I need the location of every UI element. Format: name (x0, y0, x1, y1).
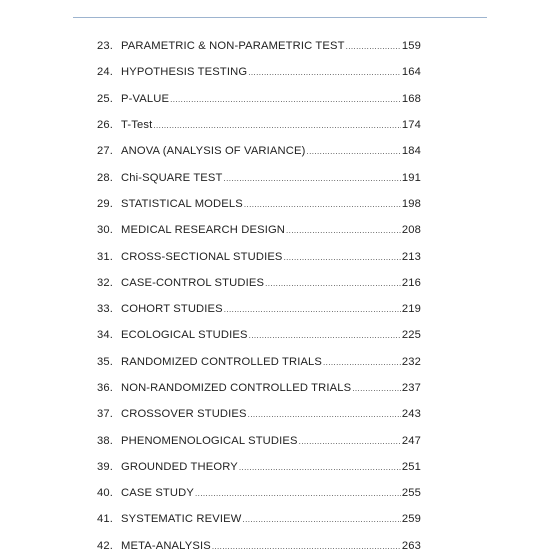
toc-entry-number: 37. (97, 408, 114, 421)
toc-entry (0, 349, 560, 375)
toc-entry-title: GROUNDED THEORY (121, 460, 238, 473)
toc-entry-number: 32. (97, 276, 114, 289)
toc-entry-body (121, 487, 421, 499)
toc-entry-title: ANOVA (ANALYSIS OF VARIANCE) (121, 145, 306, 158)
toc-entry-body (121, 277, 421, 289)
toc-entry-page: 216 (401, 276, 421, 289)
toc-entry-page: 191 (401, 171, 421, 184)
toc-entry (0, 533, 560, 559)
toc-entry-title: HYPOTHESIS TESTING (121, 66, 248, 79)
toc-dot-leader (286, 226, 401, 235)
toc-entry (0, 217, 560, 243)
toc-entry (0, 270, 560, 296)
toc-dot-leader (212, 542, 401, 551)
toc-dot-leader (153, 121, 401, 130)
toc-dot-leader (249, 331, 401, 340)
toc-entry-body (121, 382, 421, 394)
toc-entry-title: META-ANALYSIS (121, 539, 211, 552)
toc-entry-title: CASE STUDY (121, 487, 194, 500)
toc-entry-number: 25. (97, 92, 114, 105)
toc-entry-title: PHENOMENOLOGICAL STUDIES (121, 434, 298, 447)
toc-dot-leader (352, 384, 401, 393)
toc-entry (0, 33, 560, 59)
toc-entry-title: ECOLOGICAL STUDIES (121, 329, 248, 342)
toc-entry (0, 480, 560, 506)
toc-entry-body (121, 251, 421, 263)
toc-entry-number: 29. (97, 197, 114, 210)
toc-entry (0, 322, 560, 348)
toc-entry-page: 225 (401, 329, 421, 342)
toc-entry (0, 427, 560, 453)
toc-entry-body (121, 172, 421, 184)
toc-entry-page: 213 (401, 250, 421, 263)
toc-entry-page: 247 (401, 434, 421, 447)
toc-entry (0, 138, 560, 164)
toc-dot-leader (224, 174, 401, 183)
toc-entry (0, 59, 560, 85)
toc-entry-body (121, 93, 421, 105)
toc-entry (0, 191, 560, 217)
toc-dot-leader (346, 42, 401, 51)
toc-entry-body (121, 303, 421, 315)
toc-entry-number: 40. (97, 487, 114, 500)
toc-dot-leader (195, 489, 401, 498)
toc-entry-title: MEDICAL RESEARCH DESIGN (121, 224, 286, 237)
toc-entry-body (121, 461, 421, 473)
toc-entry-title: CROSSOVER STUDIES (121, 408, 247, 421)
toc-entry-number: 34. (97, 329, 114, 342)
toc-dot-leader (244, 200, 401, 209)
toc-entry-body (121, 66, 421, 78)
toc-entry-title: COHORT STUDIES (121, 303, 223, 316)
toc-entry-title: NON-RANDOMIZED CONTROLLED TRIALS (121, 382, 352, 394)
toc-entry-page: 263 (401, 539, 421, 552)
toc-entry-page: 237 (401, 382, 421, 394)
toc-dot-leader (306, 147, 400, 156)
toc-dot-leader (170, 95, 401, 104)
toc-entry-number: 24. (97, 66, 114, 79)
toc-entry-page: 243 (401, 408, 421, 421)
toc-entry (0, 506, 560, 532)
toc-entry-number: 30. (97, 224, 114, 237)
toc-dot-leader (239, 463, 401, 472)
toc-entry-body (121, 40, 421, 52)
toc-entry-page: 232 (401, 355, 421, 368)
toc-entry-number: 23. (97, 40, 114, 53)
toc-dot-leader (248, 68, 401, 77)
toc-entry-number: 35. (97, 355, 114, 368)
toc-entry-page: 255 (401, 487, 421, 500)
toc-dot-leader (299, 437, 401, 446)
toc-dot-leader (284, 253, 401, 262)
toc-dot-leader (265, 279, 401, 288)
toc-entry-title: STATISTICAL MODELS (121, 197, 243, 210)
toc-entry-title: CASE-CONTROL STUDIES (121, 276, 265, 289)
toc-entry (0, 401, 560, 427)
toc-entry-body (121, 119, 421, 131)
toc-entry-body (121, 435, 421, 447)
toc-entry-number: 41. (97, 513, 114, 526)
toc-entry (0, 243, 560, 269)
table-of-contents (0, 33, 560, 559)
toc-entry-title: PARAMETRIC & NON-PARAMETRIC TEST (121, 40, 345, 53)
toc-entry-body (121, 540, 421, 552)
toc-entry-title: Chi-SQUARE TEST (121, 171, 223, 184)
toc-dot-leader (248, 410, 401, 419)
toc-entry (0, 296, 560, 322)
toc-entry-number: 28. (97, 171, 114, 184)
toc-entry (0, 454, 560, 480)
toc-entry-body (121, 408, 421, 420)
toc-entry-page: 259 (401, 513, 421, 526)
toc-entry-number: 27. (97, 145, 114, 158)
toc-entry-title: CROSS-SECTIONAL STUDIES (121, 250, 283, 263)
toc-entry-body (121, 513, 421, 525)
toc-dot-leader (323, 358, 401, 367)
toc-entry-page: 219 (401, 303, 421, 316)
toc-entry-title: P-VALUE (121, 92, 170, 105)
toc-entry-number: 31. (97, 250, 114, 263)
toc-entry (0, 375, 560, 401)
toc-entry (0, 86, 560, 112)
toc-entry-number: 36. (97, 382, 114, 394)
toc-entry (0, 164, 560, 190)
toc-dot-leader (242, 515, 400, 524)
toc-entry-page: 251 (401, 460, 421, 473)
toc-entry-page: 198 (401, 197, 421, 210)
toc-entry-body (121, 329, 421, 341)
toc-entry-page: 174 (401, 119, 421, 132)
toc-entry-page: 208 (401, 224, 421, 237)
toc-entry-number: 39. (97, 460, 114, 473)
toc-entry-body (121, 224, 421, 236)
toc-entry-title: SYSTEMATIC REVIEW (121, 513, 242, 526)
toc-entry-body (121, 198, 421, 210)
toc-entry-number: 38. (97, 434, 114, 447)
toc-entry (0, 112, 560, 138)
toc-entry-title: T-Test (121, 119, 153, 132)
toc-entry-page: 184 (401, 145, 421, 158)
toc-entry-number: 33. (97, 303, 114, 316)
toc-entry-number: 26. (97, 119, 114, 132)
toc-entry-page: 164 (401, 66, 421, 79)
toc-entry-title: RANDOMIZED CONTROLLED TRIALS (121, 355, 323, 368)
toc-entry-body (121, 356, 421, 368)
toc-entry-body (121, 145, 421, 157)
header-rule (73, 17, 487, 18)
toc-entry-number: 42. (97, 539, 114, 552)
toc-dot-leader (224, 305, 401, 314)
toc-entry-page: 159 (401, 40, 421, 53)
toc-entry-page: 168 (401, 92, 421, 105)
